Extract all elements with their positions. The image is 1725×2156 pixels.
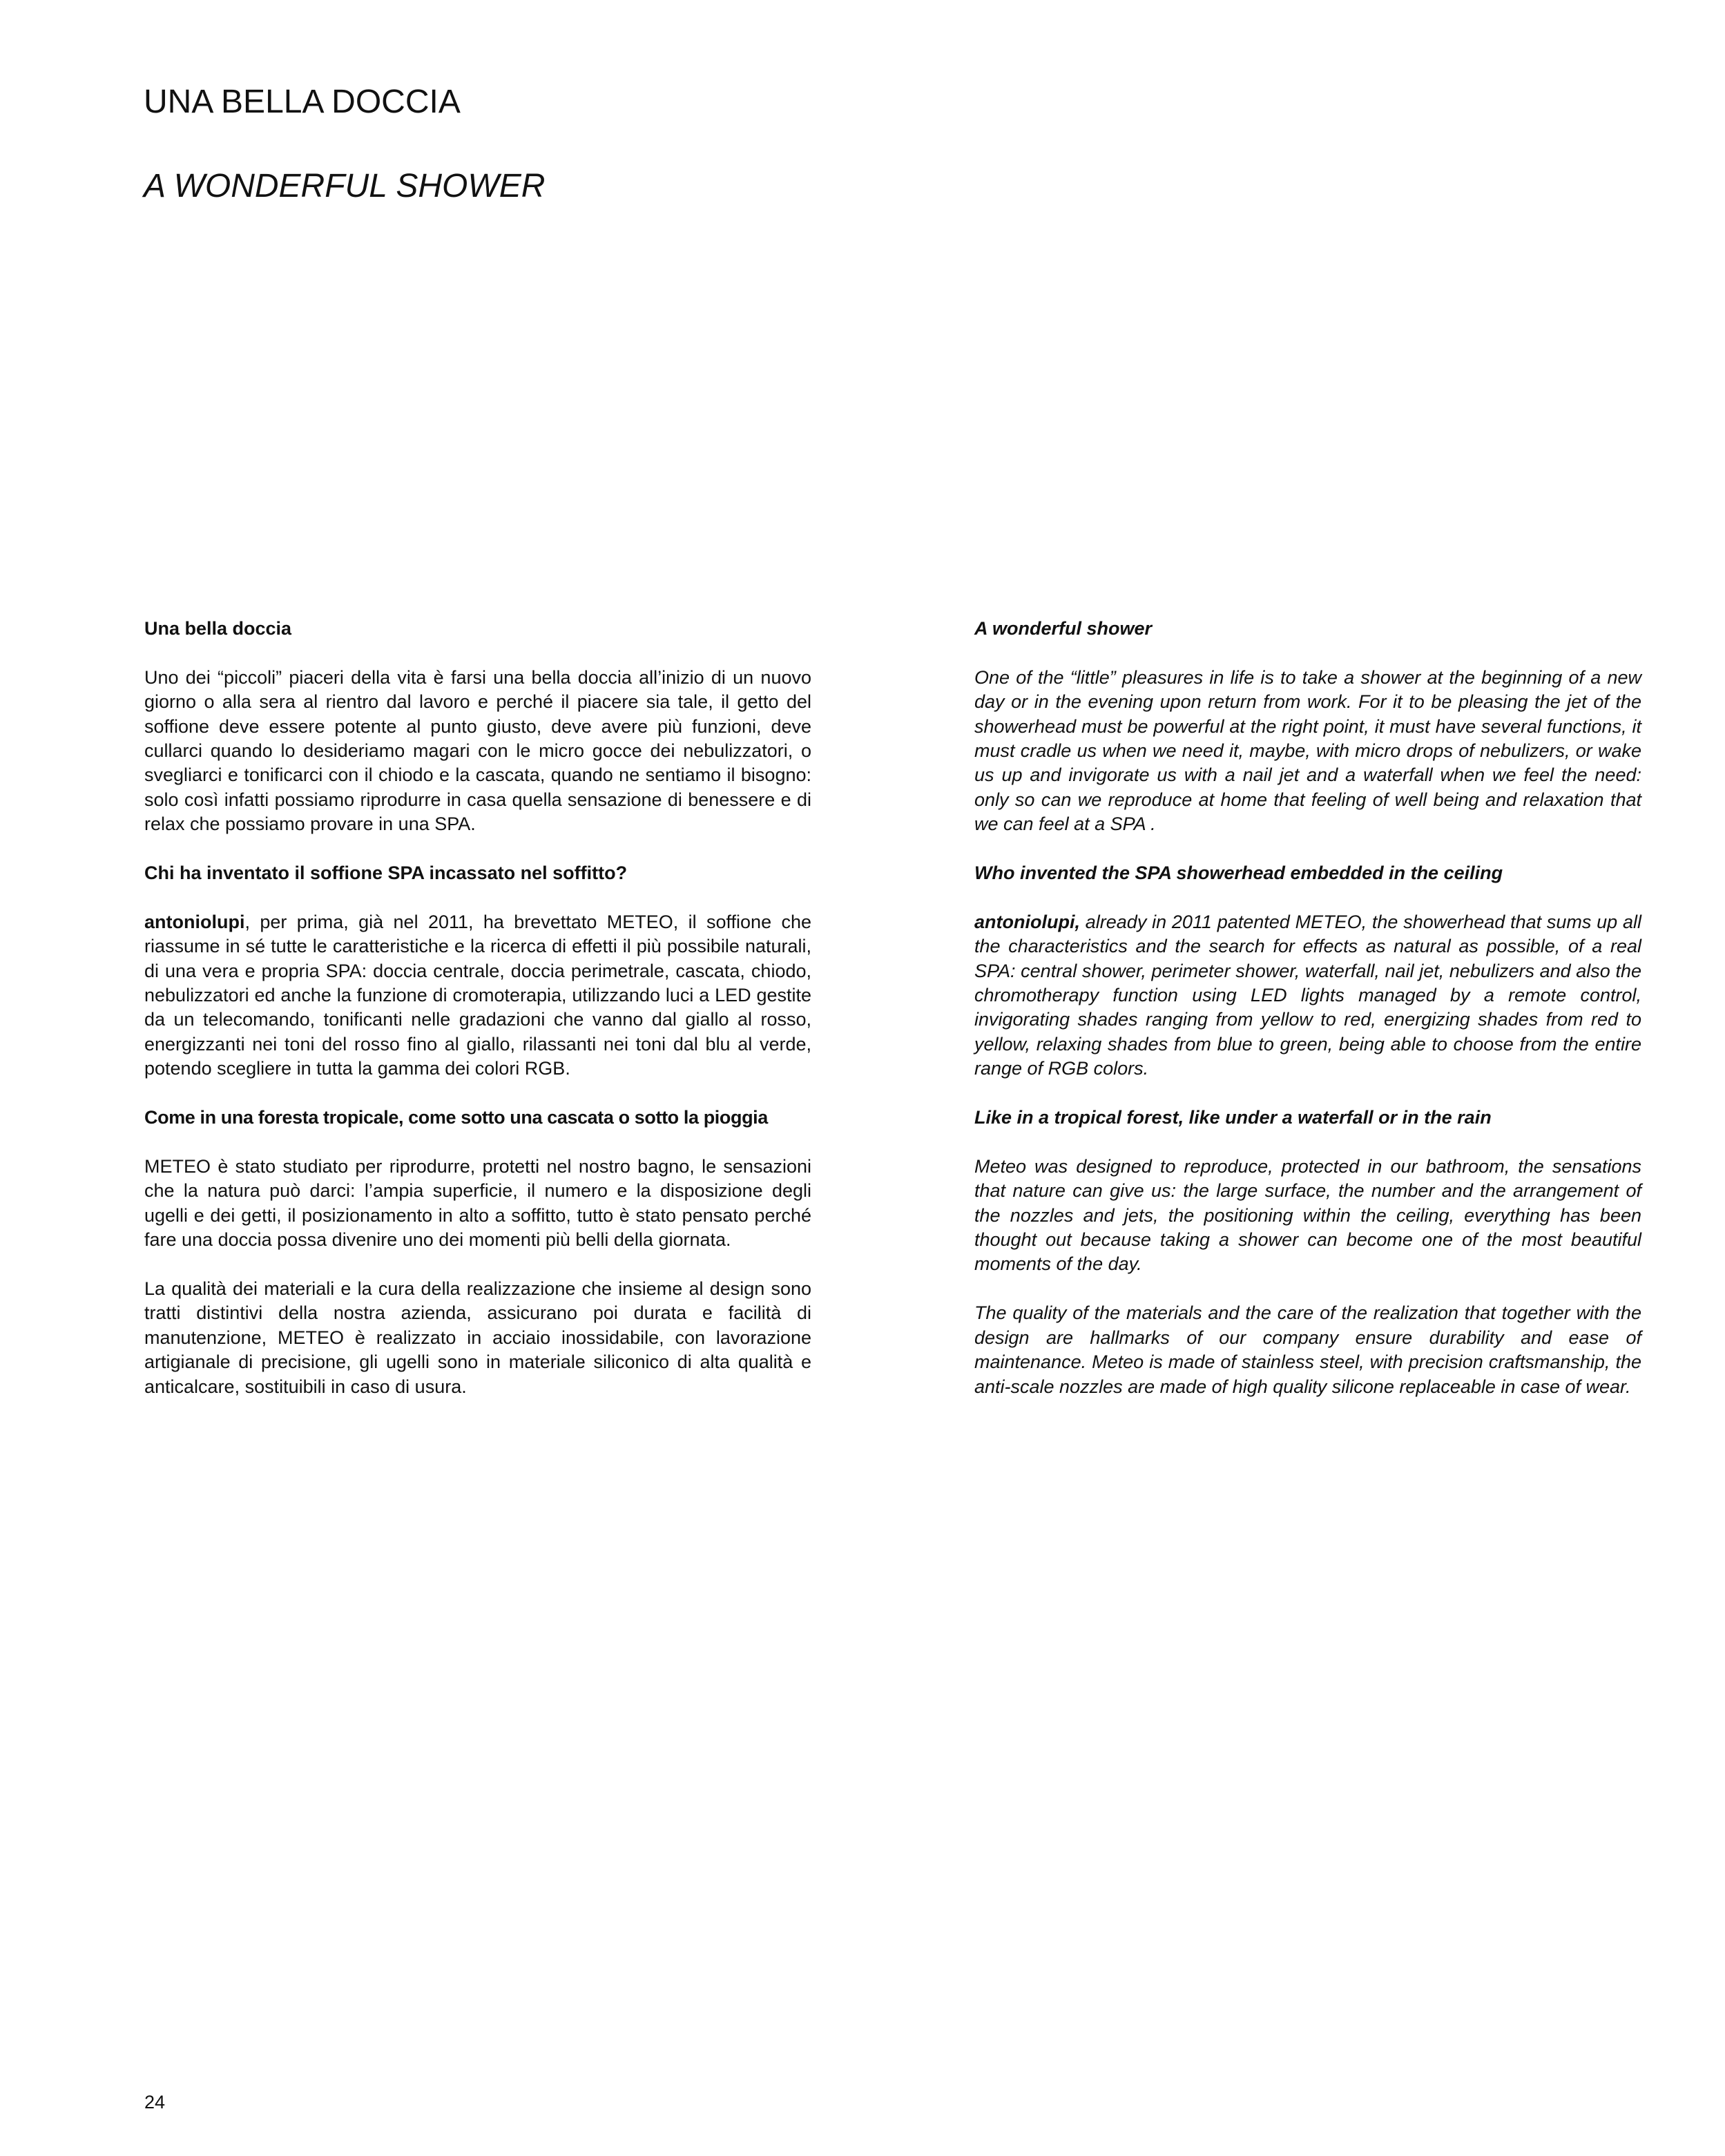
english-heading-1: A wonderful shower: [974, 618, 1153, 639]
english-paragraph-2-text: already in 2011 patented METEO, the showerhead that sums up all the characteristics and the search for effects as natural as possible, of a real SPA: central shower, perimeter shower, waterfall, nail jet, nebulizers and also the chromotherapy function using LED lights managed by a remote control, invigorating shades ranging from yellow to red, energizing shades from red to yellow, relaxing shades from blue to green, being able to choose from the entire range of RGB colors.: [974, 911, 1641, 1079]
page-title-italian: UNA BELLA DOCCIA: [144, 84, 461, 120]
italian-heading-1: Una bella doccia: [144, 618, 292, 639]
italian-paragraph-2-text: , per prima, già nel 2011, ha brevettato METEO, il soffione che riassume in sé tutte le caratteristiche e la ricerca di effetti il più possibile naturali, di una vera e propria SPA: doccia centrale, doccia perimetrale, cascata, chiodo, nebulizzatori ed anche la funzione di cromoterapia, utilizzando luci a LED gestite da un telecomando, tonificanti nelle gradazioni che vanno dal giallo al rosso, energizzanti nei toni del rosso fino al giallo, rilassanti nei toni dal blu al verde, potendo scegliere in tutta la gamma dei colori RGB.: [144, 911, 811, 1079]
english-paragraph-1: One of the “little” pleasures in life is to take a shower at the beginning of a new day or in the evening upon return from work. For it to be pleasing the jet of the showerhead must be powerful at the right point, it must have several functions, it must cradle us when we need it, maybe, with micro drops of nebulizers, or wake us up and invigorate us with a nail jet and a waterfall when we feel the need: only so can we reproduce at home that feeling of well being and relaxation that we can feel at a SPA .: [974, 666, 1641, 835]
page-number: 24: [144, 2092, 166, 2112]
english-paragraph-3: Meteo was designed to reproduce, protected in our bathroom, the sensations that nature can give us: the large surface, the number and the arrangement of the nozzles and jets, the positioning within the ceiling, everything has been thought out because taking a shower can become one of the most beautiful moments of the day.: [974, 1155, 1641, 1275]
brand-name: antoniolupi,: [974, 911, 1080, 932]
italian-paragraph-1: Uno dei “piccoli” piaceri della vita è farsi una bella doccia all’inizio di un nuovo giorno o alla sera al rientro dal lavoro e perché il piacere sia tale, il getto del soffione deve essere potente al punto giusto, deve avere più funzioni, deve cullarci quando lo desideriamo magari con le micro gocce dei nebulizzatori, o svegliarci e tonificarci con il chiodo e la cascata, quando ne sentiamo il bisogno: solo così infatti possiamo riprodurre in casa quella sensazione di benessere e di relax che possiamo provare in una SPA.: [144, 666, 811, 835]
italian-paragraph-4: La qualità dei materiali e la cura della realizzazione che insieme al design sono tratti distintivi della nostra azienda, assicurano poi durata e facilità di manutenzione, METEO è realizzato in acciaio inossidabile, con lavorazione artigianale di precisione, gli ugelli sono in materiale siliconico di alta qualità e anticalcare, sostituibili in caso di usura.: [144, 1278, 811, 1397]
italian-heading-3: Come in una foresta tropicale, come sotto una cascata o sotto la pioggia: [144, 1107, 768, 1128]
english-heading-2: Who invented the SPA showerhead embedded in the ceiling: [974, 863, 1503, 884]
english-paragraph-4: The quality of the materials and the care of the realization that together with the design are hallmarks of our company ensure durability and ease of maintenance. Meteo is made of stainless steel, with precision craftsmanship, the anti-scale nozzles are made of high quality silicone replaceable in case of wear.: [974, 1302, 1641, 1397]
english-heading-3: Like in a tropical forest, like under a waterfall or in the rain: [974, 1107, 1492, 1128]
english-paragraph-2: [974, 910, 1641, 1081]
italian-paragraph-3: METEO è stato studiato per riprodurre, protetti nel nostro bagno, le sensazioni che la natura può darci: l’ampia superficie, il numero e la disposizione degli ugelli e dei getti, il posizionamento in alto a soffitto, tutto è stato pensato perché fare una doccia possa divenire uno dei momenti più belli della giornata.: [144, 1155, 811, 1251]
brand-name: antoniolupi: [144, 911, 245, 932]
italian-column: [144, 617, 811, 1423]
italian-heading-2: Chi ha inventato il soffione SPA incassato nel soffitto?: [144, 863, 628, 884]
page-title-english: A WONDERFUL SHOWER: [144, 168, 546, 204]
english-column: [974, 617, 1641, 1423]
italian-paragraph-2: [144, 910, 811, 1081]
